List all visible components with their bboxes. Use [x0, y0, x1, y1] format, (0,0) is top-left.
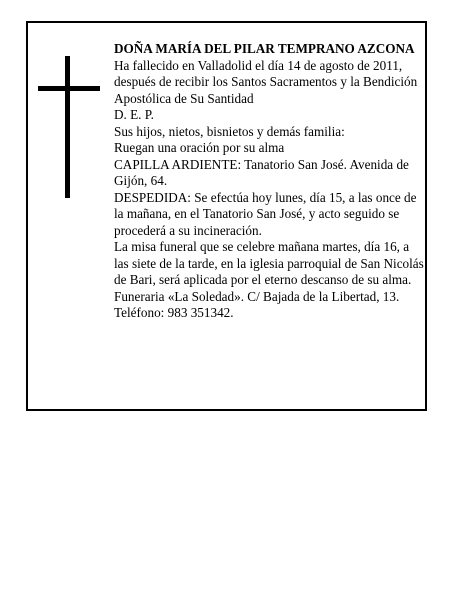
funeral-home-info: Funeraria «La Soledad». C/ Bajada de la Libertad, 13. Teléfono: 983 351342. — [114, 288, 400, 320]
family-line: Sus hijos, nietos, bisnietos y demás familia: — [114, 123, 345, 139]
latin-cross-icon — [38, 56, 100, 198]
death-announcement: Ha fallecido en Valladolid el día 14 de agosto de 2011, después de recibir los Santos Sacramentos y la Bendición Apostólica de Su Santidad — [114, 57, 418, 106]
dep-line: D. E. P. — [114, 107, 154, 122]
cross-vertical-bar — [65, 56, 70, 198]
prayer-request: Ruegan una oración por su alma — [114, 140, 285, 155]
farewell-info: DESPEDIDA: Se efectúa hoy lunes, día 15, a las once de la mañana, en el Tanatorio San José, y acto seguido se procederá a su incineración. — [114, 189, 417, 238]
funeral-mass-info: La misa funeral que se celebre mañana martes, día 16, a las siete de la tarde, en la iglesia parroquial de San Nicolás de Bari, será aplicada por el eterno descanso de su alma. — [114, 239, 424, 287]
obituary-notice — [26, 21, 427, 411]
notice-text — [114, 41, 424, 322]
chapel-info: CAPILLA ARDIENTE: Tanatorio San José. Avenida de Gijón, 64. — [114, 156, 409, 188]
cross-horizontal-bar — [38, 86, 100, 91]
deceased-name: DOÑA MARÍA DEL PILAR TEMPRANO AZCONA — [114, 41, 415, 56]
